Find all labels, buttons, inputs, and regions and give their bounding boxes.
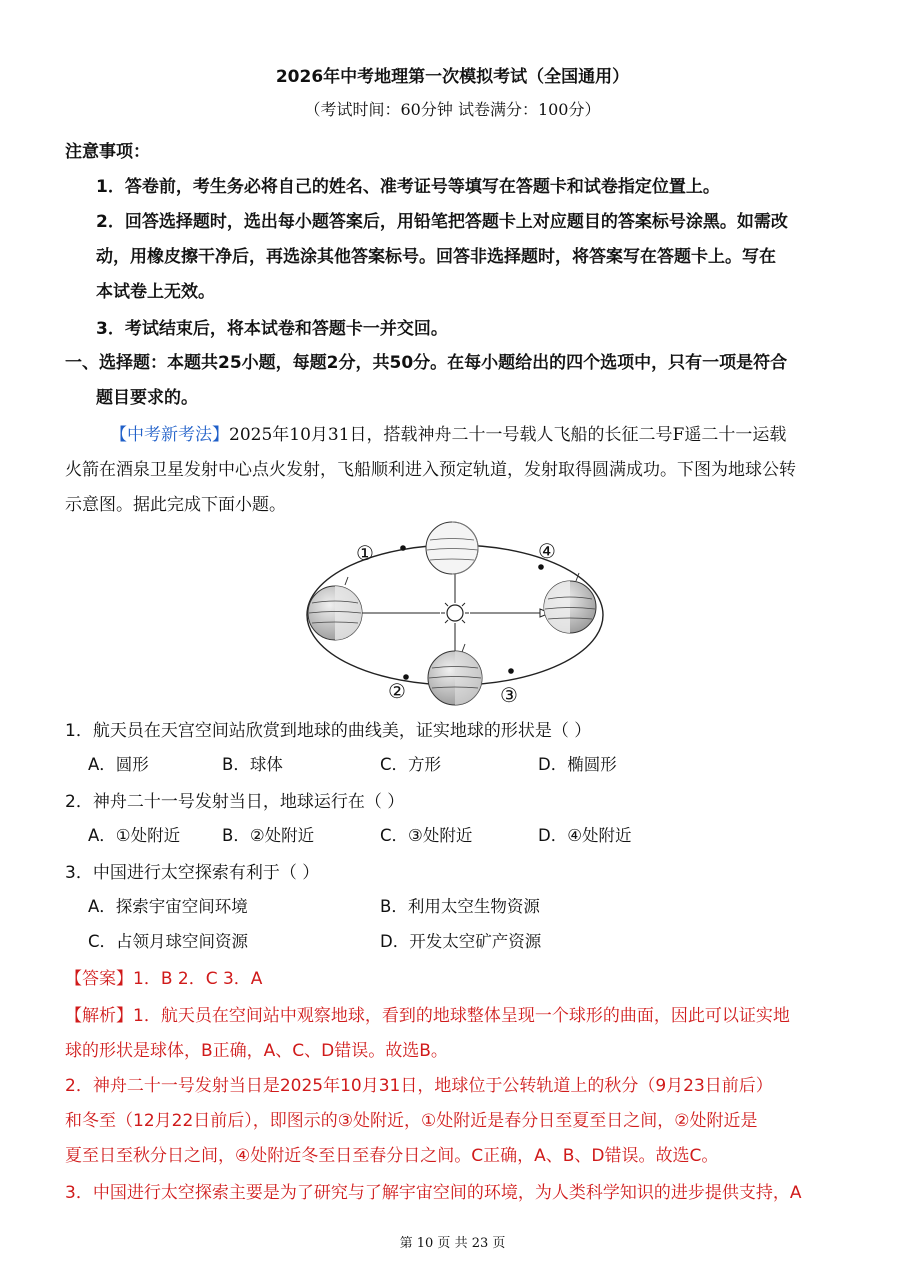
note-item-1: 1．答卷前，考生务必将自己的姓名、准考证号等填写在答题卡和试卷指定位置上。 [96, 177, 720, 197]
question-2-option-b: B．②处附近 [222, 826, 315, 845]
question-3-option-b: B．利用太空生物资源 [380, 897, 540, 916]
earth-right [544, 573, 596, 633]
sun-icon [441, 599, 469, 627]
position-label-4: ④ [538, 539, 556, 563]
section-heading-line-1: 一、选择题：本题共25小题，每题2分，共50分。在每小题给出的四个选项中，只有一项是符合 [65, 353, 788, 373]
notes-heading: 注意事项： [65, 142, 150, 162]
analysis-line-5: 夏至日至秋分日之间，④处附近冬至日至春分日之间。C正确，A、B、D错误。故选C。 [65, 1146, 719, 1166]
analysis-line-2: 球的形状是球体，B正确，A、C、D错误。故选B。 [65, 1041, 448, 1061]
passage-line-3: 示意图。据此完成下面小题。 [65, 495, 286, 515]
question-2-stem: 2．神舟二十一号发射当日，地球运行在（ ） [65, 792, 405, 812]
position-label-2: ② [388, 679, 406, 703]
page-footer: 第 10 页 共 23 页 [399, 1236, 506, 1251]
question-1-option-a: A．圆形 [88, 755, 149, 774]
exam-info: （考试时间：60分钟 试卷满分：100分） [304, 100, 601, 119]
note-item-2-line-3: 本试卷上无效。 [96, 282, 215, 302]
earth-top [426, 522, 478, 574]
note-item-3: 3．考试结束后，将本试卷和答题卡一并交回。 [96, 319, 448, 339]
question-3-option-c: C．占领月球空间资源 [88, 932, 249, 951]
answer-line: 【答案】1．B 2．C 3．A [65, 969, 263, 989]
position-label-3: ③ [500, 683, 518, 707]
passage-tag: 【中考新考法】 [110, 425, 229, 445]
passage-line-2: 火箭在酒泉卫星发射中心点火发射，飞船顺利进入预定轨道，发射取得圆满成功。下图为地球公转 [65, 460, 796, 480]
question-3-option-d: D．开发太空矿产资源 [380, 932, 542, 951]
earth-bottom [428, 644, 482, 705]
analysis-line-3: 2．神舟二十一号发射当日是2025年10月31日，地球位于公转轨道上的秋分（9月23日前后） [65, 1076, 773, 1096]
earth-revolution-diagram [300, 515, 610, 710]
question-2-option-a: A．①处附近 [88, 826, 181, 845]
analysis-line-6: 3．中国进行太空探索主要是为了研究与了解宇宙空间的环境，为人类科学知识的进步提供支持，A [65, 1183, 802, 1203]
analysis-line-4: 和冬至（12月22日前后），即图示的③处附近，①处附近是春分日至夏至日之间，②处附近是 [65, 1111, 758, 1131]
note-item-2-line-1: 2．回答选择题时，选出每小题答案后，用铅笔把答题卡上对应题目的答案标号涂黑。如需改 [96, 212, 788, 232]
section-heading-line-2: 题目要求的。 [96, 388, 198, 408]
page-title: 2026年中考地理第一次模拟考试（全国通用） [275, 67, 630, 87]
analysis-line-1: 【解析】1．航天员在空间站中观察地球，看到的地球整体呈现一个球形的曲面，因此可以证实地 [65, 1006, 790, 1026]
orbit-dot-1 [400, 545, 406, 551]
note-item-2-line-2: 动，用橡皮擦干净后，再选涂其他答案标号。回答非选择题时，将答案写在答题卡上。写在 [96, 247, 776, 267]
question-1-option-d: D．椭圆形 [538, 755, 617, 774]
position-label-1: ① [356, 541, 374, 565]
orbit-dot-4 [538, 564, 544, 570]
question-3-option-a: A．探索宇宙空间环境 [88, 897, 248, 916]
orbit-dot-3 [508, 668, 514, 674]
earth-left [308, 577, 362, 640]
passage-line-1 [110, 420, 786, 445]
question-1-option-c: C．方形 [380, 755, 442, 774]
question-3-stem: 3．中国进行太空探索有利于（ ） [65, 863, 320, 883]
question-1-stem: 1．航天员在天宫空间站欣赏到地球的曲线美，证实地球的形状是（ ） [65, 721, 592, 741]
passage-text-1: 2025年10月31日，搭载神舟二十一号载人飞船的长征二号F遥二十一运载 [229, 425, 787, 445]
question-1-option-b: B．球体 [222, 755, 283, 774]
question-2-option-d: D．④处附近 [538, 826, 632, 845]
question-2-option-c: C．③处附近 [380, 826, 473, 845]
